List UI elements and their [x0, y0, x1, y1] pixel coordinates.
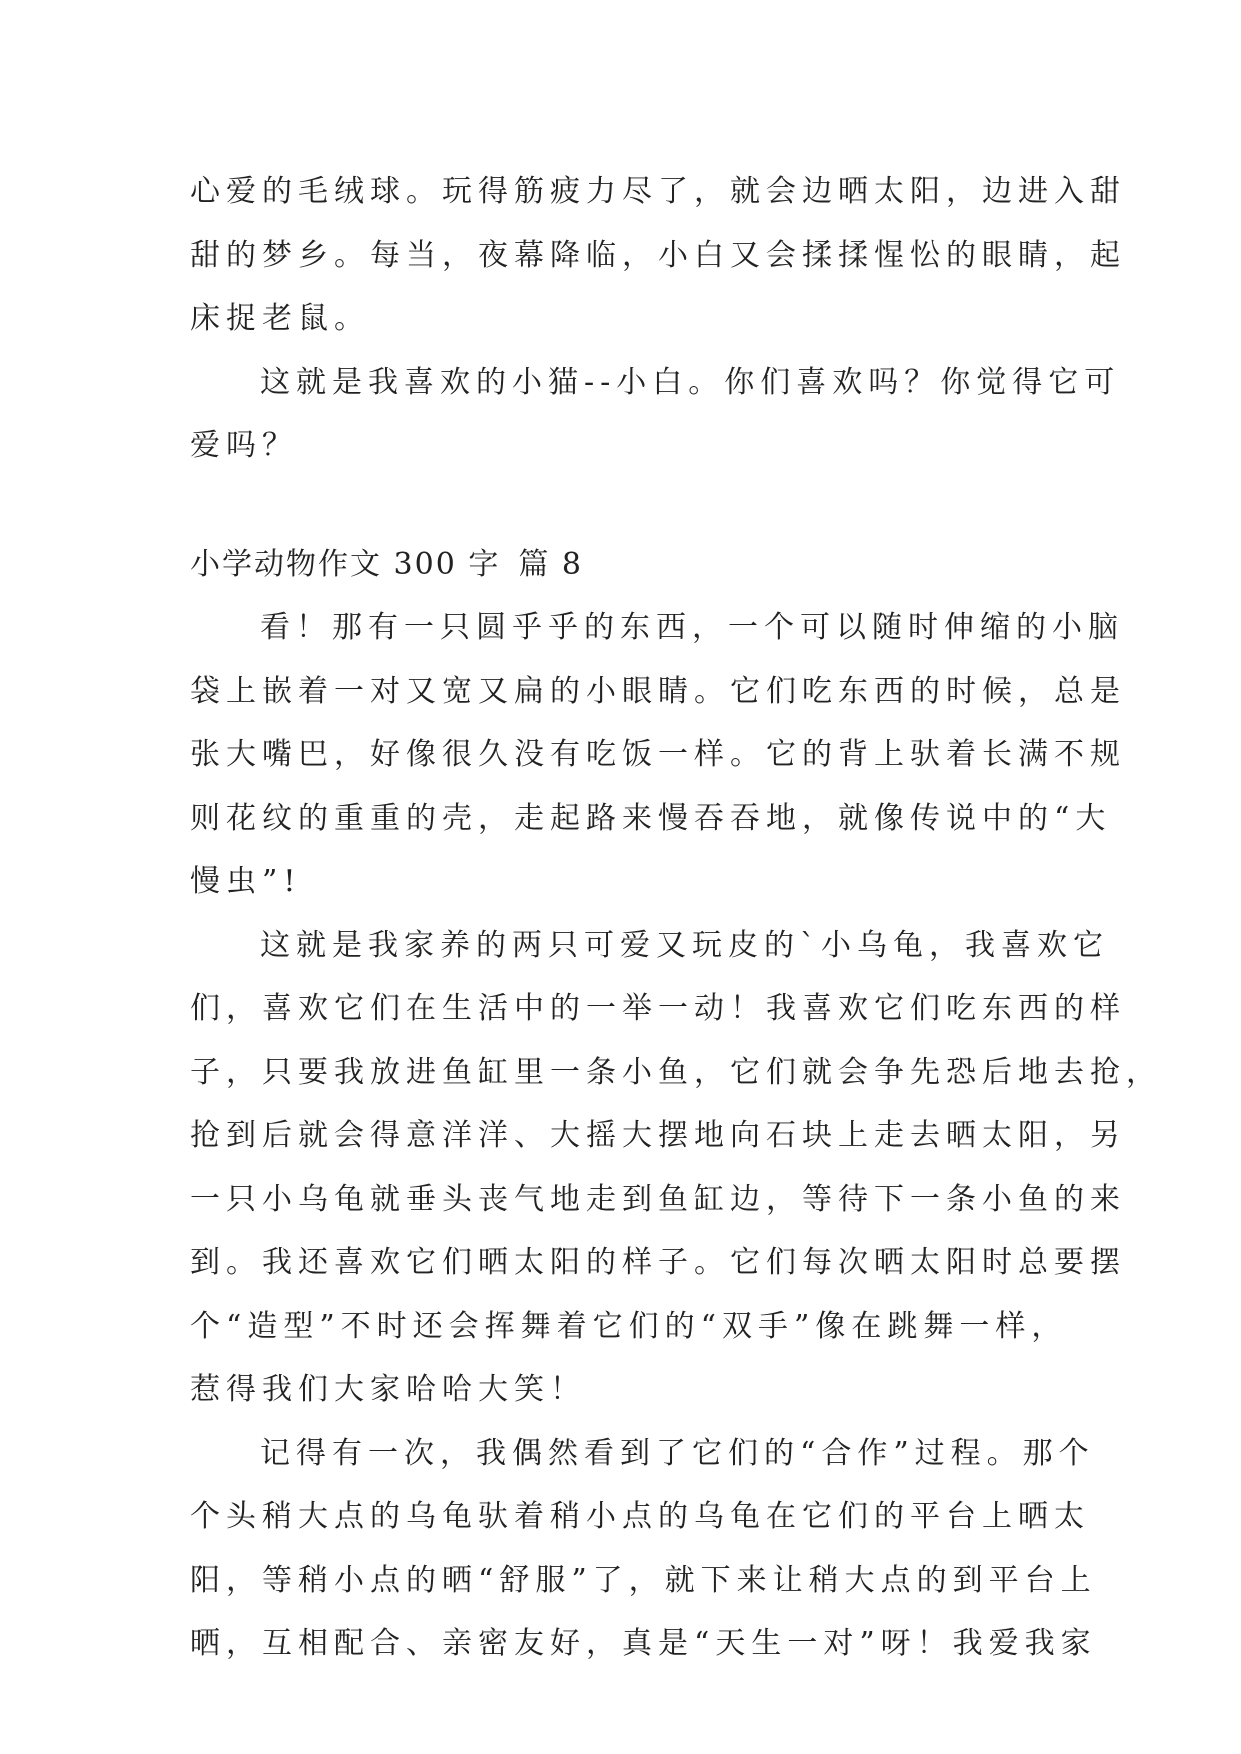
text-line: 慢虫”!: [190, 864, 302, 899]
text-line: 这就是我喜欢的小猫--小白。你们喜欢吗？你觉得它可: [260, 364, 1121, 400]
text-line: 张大嘴巴，好像很久没有吃饭一样。它的背上驮着长满不规: [190, 737, 1126, 772]
text-line: 看！那有一只圆乎乎的东西，一个可以随时伸缩的小脑: [260, 610, 1124, 645]
text-line: 记得有一次，我偶然看到了它们的“合作”过程。那个: [260, 1435, 1095, 1471]
text-line: 甜的梦乡。每当，夜幕降临，小白又会揉揉惺忪的眼睛，起: [190, 237, 1126, 273]
text-line: 爱吗？: [190, 428, 298, 463]
text-line: 个“造型”不时还会挥舞着它们的“双手”像在跳舞一样，: [190, 1308, 1068, 1344]
paragraph-3: [190, 596, 1126, 914]
text-line: 则花纹的重重的壳，走起路来慢吞吞地，就像传说中的“大: [190, 800, 1112, 836]
paragraph-2: [190, 351, 1121, 478]
text-line: 抢到后就会得意洋洋、大摇大摆地向石块上走去晒太阳，另: [190, 1118, 1126, 1153]
section-heading: [190, 533, 1052, 597]
paragraph-5: [190, 1422, 1097, 1676]
text-line: 们，喜欢它们在生活中的一举一动！我喜欢它们吃东西的样: [190, 991, 1126, 1026]
text-line: 到。我还喜欢它们晒太阳的样子。它们每次晒太阳时总要摆: [190, 1245, 1126, 1280]
text-line: 袋上嵌着一对又宽又扁的小眼睛。它们吃东西的时候，总是: [190, 673, 1126, 709]
section-heading-title: 小学动物作文 300 字: [190, 546, 501, 582]
text-line: 子，只要我放进鱼缸里一条小鱼，它们就会争先恐后地去抢，: [190, 1054, 1162, 1090]
text-line: 床捉老鼠。: [190, 301, 370, 336]
text-line: 这就是我家养的两只可爱又玩皮的`小乌龟，我喜欢它: [260, 927, 1109, 963]
text-line: 阳，等稍小点的晒“舒服”了，就下来让稍大点的到平台上: [190, 1562, 1097, 1598]
section-heading-number: 篇 8: [518, 546, 583, 582]
document-page: [190, 160, 1162, 1676]
text-line: 惹得我们大家哈哈大笑！: [190, 1372, 586, 1407]
text-line: 个头稍大点的乌龟驮着稍小点的乌龟在它们的平台上晒太: [190, 1499, 1090, 1534]
text-line: 晒，互相配合、亲密友好，真是“天生一对”呀！我爱我家: [190, 1626, 1097, 1661]
text-line: 一只小乌龟就垂头丧气地走到鱼缸边，等待下一条小鱼的来: [190, 1181, 1126, 1217]
paragraph-1: [190, 160, 1126, 351]
text-line: 心爱的毛绒球。玩得筋疲力尽了，就会边晒太阳，边进入甜: [190, 174, 1126, 209]
paragraph-4: [190, 914, 1162, 1422]
